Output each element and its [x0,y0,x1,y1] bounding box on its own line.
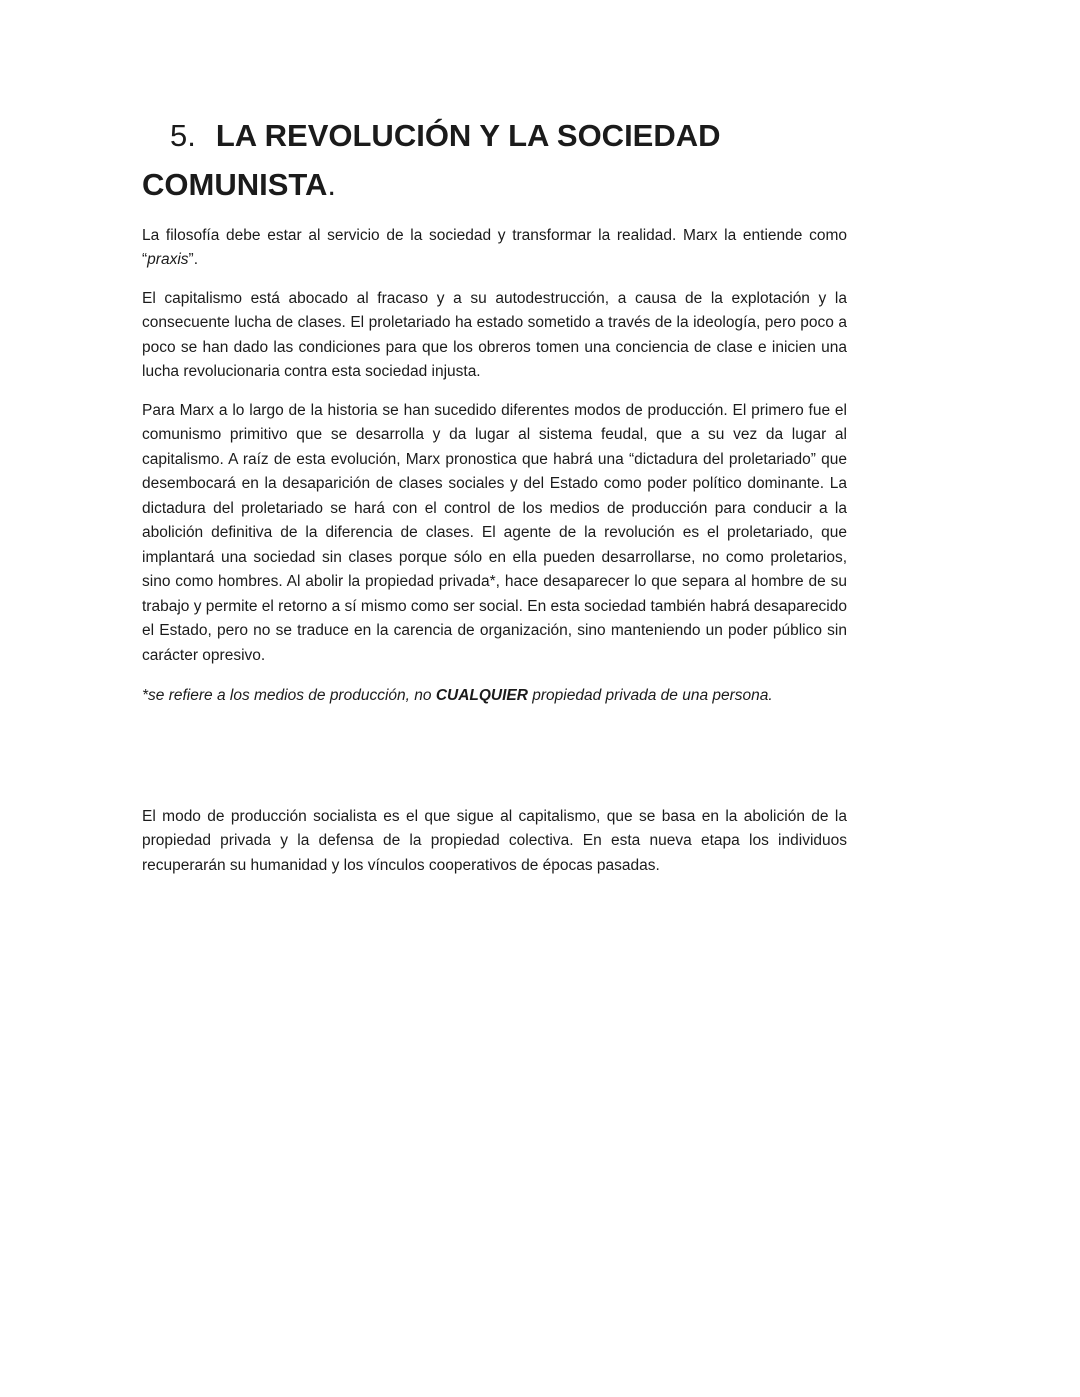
section-title: LA REVOLUCIÓN Y LA SOCIEDAD COMUNISTA [142,118,721,202]
paragraph-philosophy-praxis [142,224,847,273]
paragraph-capitalism-failure: El capitalismo está abocado al fracaso y a su autodestrucción, a causa de la explotación y la consecuente lucha de clases. El proletariado ha estado sometido a través de la ideología, pero poco a poco se han dado las condiciones para que los obreros tomen una conciencia de clase e inicien una lucha revolucionaria contra esta sociedad injusta. [142,289,847,381]
paragraph-text: ”. [188,251,198,269]
footnote-private-property [142,684,847,708]
paragraph-modes-of-production: Para Marx a lo largo de la historia se han sucedido diferentes modos de producción. El primero fue el comunismo primitivo que se desarrolla y da lugar al sistema feudal, que a su vez da lugar al capitalismo. A raíz de esta evolución, Marx pronostica que habrá una “dictadura del proletariado” que desembocará en la desaparición de clases sociales y del Estado como poder político dominante. La dictadura del proletariado se hará con el control de los medios de producción para conducir a la abolición definitiva de la diferencia de clases. El agente de la revolución es el proletariado, que implantará una sociedad sin clases porque sólo en ella pueden desarrollarse, no como proletarios, sino como hombres. Al abolir la propiedad privada*, hace desaparecer lo que separa al hombre de su trabajo y permite el retorno a sí mismo como ser social. En esta sociedad también habrá desaparecido el Estado, pero no se traduce en la carencia de organización, sino manteniendo un poder público sin carácter opresivo. [142,401,847,664]
section-heading [142,112,847,210]
praxis-term: praxis [147,251,189,269]
section-title-period: . [327,166,337,202]
footnote-text: propiedad privada de una persona. [527,687,773,705]
paragraph-socialist-mode: El modo de producción socialista es el que sigue al capitalismo, que se basa en la abolición de la propiedad privada y la defensa de la propiedad colectiva. En esta nueva etapa los individuos recuperarán su humanidad y los vínculos cooperativos de épocas pasadas. [142,807,847,874]
document-body [142,112,847,878]
footnote-text: *se refiere a los medios de producción, no [142,687,436,705]
paragraph-text: La filosofía debe estar al servicio de la sociedad y transformar la realidad. Marx la entiende como “ [142,226,847,269]
section-number: 5. [170,118,196,153]
footnote-emphasis: CUALQUIER [435,687,528,705]
